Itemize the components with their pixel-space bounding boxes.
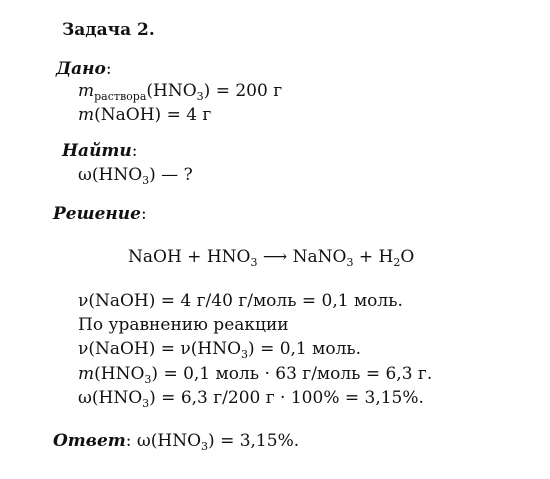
formula-part: : ω(HNO xyxy=(125,431,202,451)
solution-step-4 xyxy=(78,364,433,386)
subscript-3: 3 xyxy=(144,373,152,386)
subscript: 3 xyxy=(250,256,258,269)
answer-label: Ответ xyxy=(53,431,126,451)
subscript-3: 3 xyxy=(142,397,150,410)
find-colon: : xyxy=(131,141,138,161)
subscript: 2 xyxy=(393,256,401,269)
answer-line xyxy=(53,431,300,453)
subscript-3: 3 xyxy=(142,174,150,187)
mass-subscript: раствора xyxy=(94,90,147,103)
formula-part: ) = 3,15%. xyxy=(208,431,300,451)
solution-step-5 xyxy=(78,388,424,410)
mass-symbol: m xyxy=(78,364,95,384)
formula-part: ν(NaOH) = ν(HNO xyxy=(78,339,242,359)
problem-title: Задача 2. xyxy=(62,20,155,40)
subscript-3: 3 xyxy=(196,90,204,103)
given-label: Дано xyxy=(56,59,106,79)
solution-colon: : xyxy=(140,204,147,224)
solution-heading xyxy=(53,206,147,223)
formula-part: ) = 200 г xyxy=(203,81,283,101)
mass-symbol: m xyxy=(78,81,95,101)
formula-part: ) = 0,1 моль. xyxy=(248,339,362,359)
find-label: Найти xyxy=(62,141,132,161)
formula-part: O xyxy=(400,247,415,267)
formula-part: (HNO xyxy=(94,364,145,384)
find-line xyxy=(78,165,193,187)
solution-step-3 xyxy=(78,339,362,361)
reaction-equation xyxy=(128,247,415,269)
subscript: 3 xyxy=(346,256,354,269)
formula-part: (NaOH) = 4 г xyxy=(94,105,212,125)
formula-part: NaOH + HNO xyxy=(128,247,251,267)
given-colon: : xyxy=(105,59,112,79)
subscript-3: 3 xyxy=(201,440,209,453)
find-heading xyxy=(62,143,138,160)
formula-part: ) = 6,3 г/200 г · 100% = 3,15%. xyxy=(149,388,424,408)
formula-part: (HNO xyxy=(146,81,197,101)
solution-step-1: ν(NaOH) = 4 г/40 г/моль = 0,1 моль. xyxy=(78,291,403,311)
formula-part: ω(HNO xyxy=(78,165,143,185)
subscript-3: 3 xyxy=(241,348,249,361)
formula-part: ω(HNO xyxy=(78,388,143,408)
solution-label: Решение xyxy=(53,204,141,224)
mass-symbol: m xyxy=(78,105,95,125)
formula-part: ⟶ NaNO xyxy=(257,247,347,267)
solution-step-2: По уравнению реакции xyxy=(78,315,289,335)
formula-part: + H xyxy=(353,247,394,267)
formula-part: ) = 0,1 моль · 63 г/моль = 6,3 г. xyxy=(151,364,433,384)
given-line-1 xyxy=(78,81,283,103)
given-heading xyxy=(56,61,112,78)
given-line-2 xyxy=(78,107,211,124)
formula-part: ) — ? xyxy=(149,165,193,185)
